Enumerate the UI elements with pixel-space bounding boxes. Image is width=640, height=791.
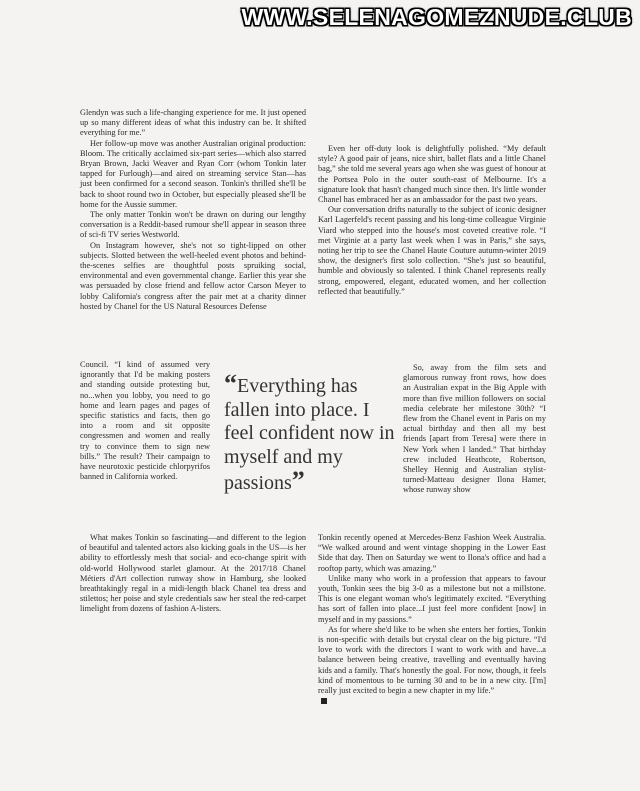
site-watermark: WWW.SELENAGOMEZNUDE.CLUB	[241, 4, 632, 30]
paragraph: Even her off-duty look is delightfully polished. “My default style? A good pair of jeans, nice shirt, ballet flats and a little Chanel bag,” she told me several years ago when she was guest of honour at the Portsea Polo in the outer south-east of Melbourne. It's a signature look that hasn't changed much since then. It's little wonder Chanel has embraced her as an ambassador for the past two years.	[318, 144, 546, 205]
paragraph: What makes Tonkin so fascinating—and different to the legion of beautiful and talented actors also kicking goals in the US—is her ability to effortlessly mesh that social- and eco-change spirit with old-world Hollywood starlet glamour. At the 2017/18 Chanel Métiers d'Art collection runway show in Hamburg, she looked breathtakingly regal in a midi-length black Chanel tea dress and stilettos; her poise and style credentials saw her steal the red-carpet limelight from dozens of fashion A-listers.	[80, 533, 306, 614]
column-left-top	[80, 108, 306, 312]
paragraph: Council. “I kind of assumed very ignorantly that I'd be making posters and standing outside protesting but, no...when you lobby, you need to go home and learn pages and pages of specific statistics and facts, then go into a room and sit opposite congressmen and women and really try to convince them to sign new bills.” The result? Their campaign to have neurotoxic pesticide chlorpyrifos banned in California worked.	[80, 360, 210, 482]
open-quote-mark: “	[224, 369, 237, 398]
end-of-article-mark	[321, 698, 327, 704]
paragraph: The only matter Tonkin won't be drawn on during our lengthy conversation is a Reddit-based rumour she'll appear in season three of sci-fi TV series Westworld.	[80, 210, 306, 240]
column-left-bottom	[80, 533, 306, 615]
paragraph: Our conversation drifts naturally to the subject of iconic designer Karl Lagerfeld's recent passing and his long-time colleague Virginie Viard who stepped into the house's most coveted creative role. “I met Virginie at a party last week when I was in Paris,” she says, noting her trip to see the Chanel Haute Couture autumn-winter 2019 show, the designer's first solo collection. “She's just so beautiful, humble and obviously so talented. I think Chanel represents really strong, empowered, elegant, educated women, and her collection reflected that beautifully.”	[318, 205, 546, 296]
paragraph: Glendyn was such a life-changing experience for me. It just opened up so many different ideas of what this industry can be. It shifted everything for me.”	[80, 108, 306, 138]
column-right-bottom	[318, 533, 546, 706]
paragraph: So, away from the film sets and glamorous runway front rows, how does an Australian expat in the Big Apple with more than five million followers on social media celebrate her milestone 30th? “I flew from the Chanel event in Paris on my actual birthday and then all my best friends [apart from Teresa] were there in New York when I landed.” That birthday crew included Heathcote, Robertson, Shelley Hennig and Australian stylist-turned-Matteau designer Ilona Hamer, whose runway show	[403, 363, 546, 495]
column-right-middle	[403, 363, 546, 496]
paragraph: Unlike many who work in a profession that appears to favour youth, Tonkin sees the big 3-0 as a milestone but not a millstone. This is one elegant woman who's legitimately excited. “Everything has sort of fallen into place...I just feel more confident [now] in myself and in my passions.”	[318, 573, 546, 624]
pull-quote	[224, 369, 399, 496]
column-right-top	[318, 144, 546, 297]
paragraph: Her follow-up move was another Australian original production: Bloom. The critically acclaimed six-part series—which also starred Bryan Brown, Jacki Weaver and Ryan Corr (whom Tonkin later tapped for Furlough)—and aired on streaming service Stan—has just been confirmed for a second season. Tonkin's thrilled she'll be back to shoot round two in October, but especially pleased she'll be home for the Aussie summer.	[80, 138, 306, 209]
paragraph: On Instagram however, she's not so tight-lipped on other subjects. Slotted between the well-heeled event photos and behind-the-scenes selfies are thoughtful posts spruiking social, environmental and even governmental change. Earlier this year she was persuaded by close friend and fellow actor Carson Meyer to lobby California's congress after the pair met at a charity dinner hosted by Chanel for the US Natural Resources Defense	[80, 240, 306, 311]
column-left-middle	[80, 360, 210, 482]
paragraph: As for where she'd like to be when she enters her forties, Tonkin is non-specific with details but crystal clear on the big picture. “I'd love to work with the directors I want to work with and have...a balance between being creative, travelling and eventually having kids and a family. That's honestly the goal. For now, though, it feels kind of momentous to be turning 30 and to be in a new city. [I'm] really just excited to begin a new chapter in my life.”	[318, 624, 546, 696]
pull-quote-text: Everything has fallen into place. I feel confident now in myself and my passions	[224, 375, 395, 494]
close-quote-mark: ”	[291, 466, 305, 495]
paragraph: Tonkin recently opened at Mercedes-Benz Fashion Week Australia. “We walked around and went vintage shopping in the Lower East Side that day. Then on Saturday we went to Ilona's office and had a rooftop party, which was amazing.”	[318, 533, 546, 573]
